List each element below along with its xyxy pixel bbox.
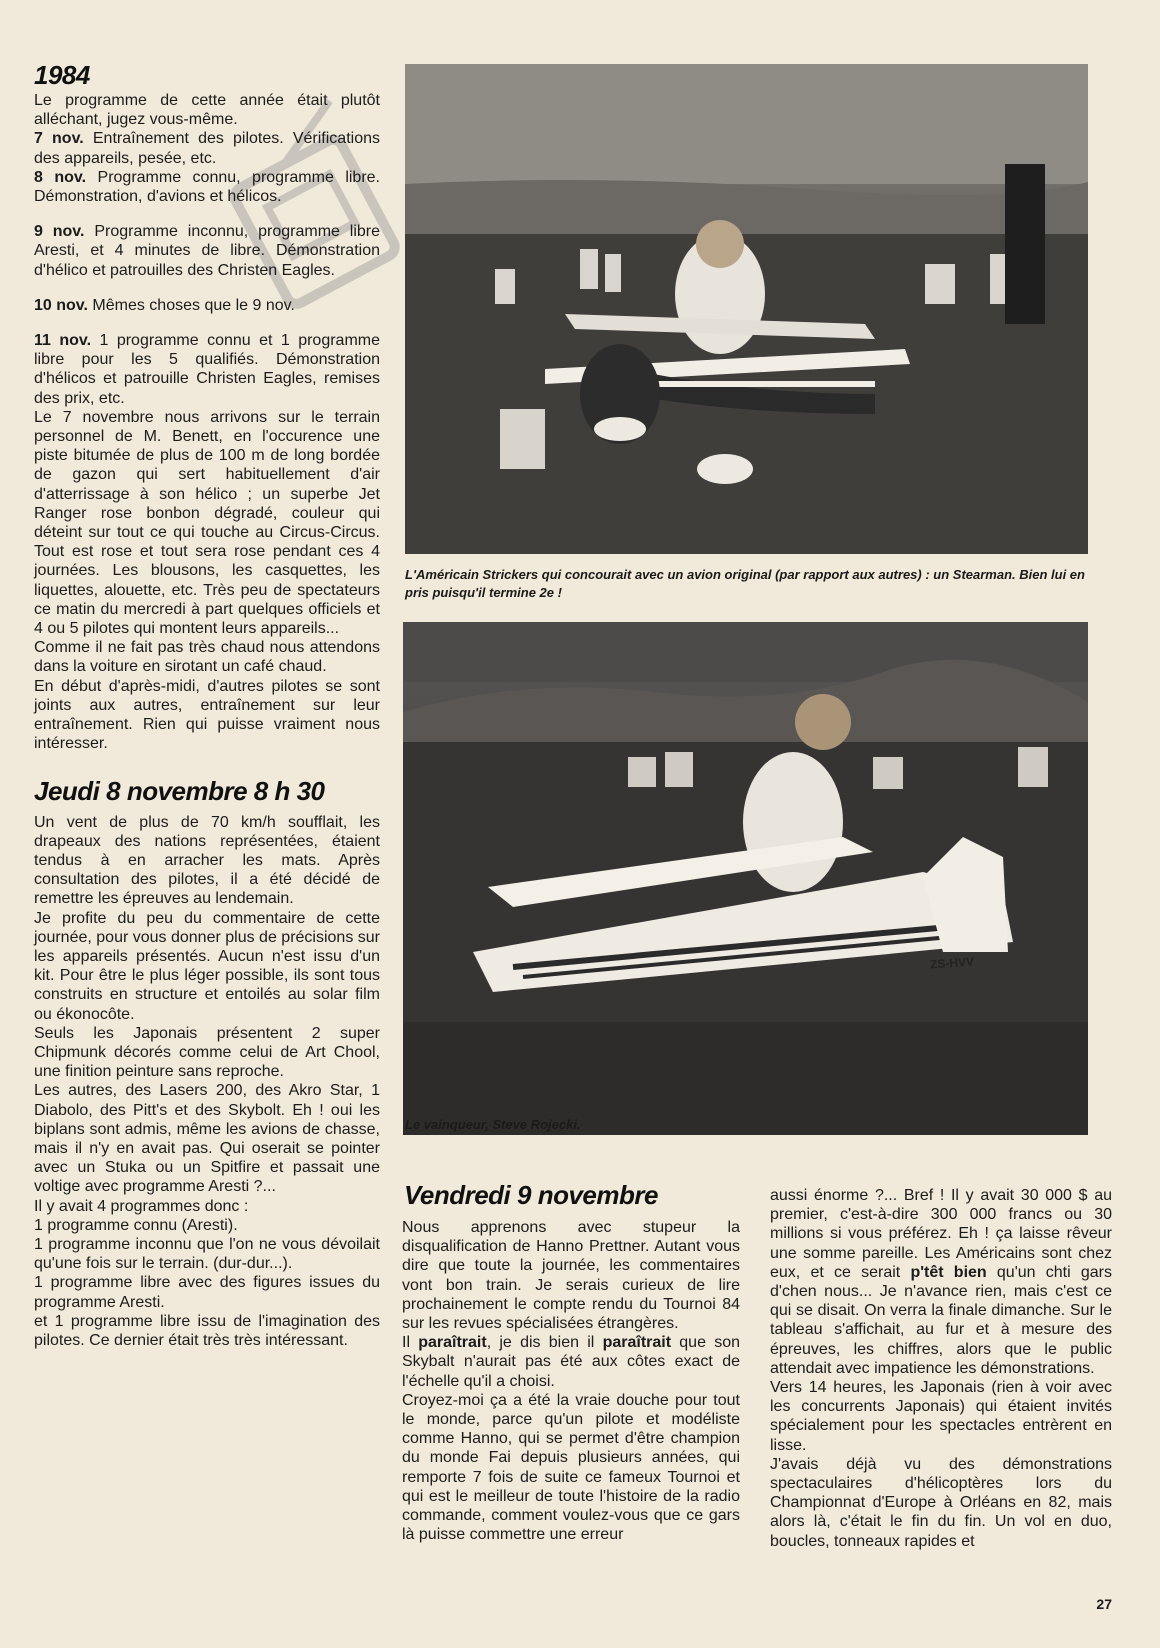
left-paragraph: 9 nov. Programme inconnu, programme libre Aresti, et 4 minutes de libre. Démonstration d'hélico et patrouilles des Christen Eagles. xyxy=(34,223,381,279)
date-label: 11 nov. xyxy=(34,332,92,350)
left-paragraph: 7 nov. Entraînement des pilotes. Vérifications des appareils, pesée, etc. xyxy=(34,130,381,167)
jeudi-paragraph: Les autres, des Lasers 200, des Akro Star, 1 Diabolo, des Pitt's et des Skybolt. Eh ! oui les biplans sont admis, même les avions de chasse, mais il n'y en avait pas. Qui oserait se pointer avec un Stuka ou un Spitfire et passait une voltige avec programme Aresti ?... xyxy=(34,1082,380,1196)
heading-vendredi: Vendredi 9 novembre xyxy=(404,1180,658,1210)
vendredi-paragraph: Croyez-moi ça a été la vraie douche pour tout le monde, parce qu'un pilote et modéliste comme Hanno, qui se permet d'être champion du monde Fai depuis plusieurs années, qui remporte 7 fois de suite ce fameux Tournoi et qui est le meilleur de toute l'histoire de la radio commande, comment voulez-vous que ce gars là puisse commettre une erreur xyxy=(402,1391,740,1544)
caption-photo-1: L'Américain Strickers qui concourait avec un avion original (par rapport aux autres) : un Stearman. Bien lui en pris puisqu'il termine 2e ! xyxy=(405,567,1085,600)
left-paragraph: Comme il ne fait pas très chaud nous attendons dans la voiture en sirotant un café chaud. xyxy=(34,639,380,676)
jeudi-paragraph: Seuls les Japonais présentent 2 super Chipmunk décorés comme celui de Art Chool, une finition peinture sans reproche. xyxy=(34,1024,380,1081)
left-paragraph: 8 nov. Programme connu, programme libre. Démonstration, d'avions et hélicos. xyxy=(34,168,380,206)
left-paragraph: 10 nov. Mêmes choses que le 9 nov. xyxy=(34,296,295,314)
photo-winner xyxy=(403,622,1088,1135)
jeudi-paragraph: Un vent de plus de 70 km/h soufflait, les drapeaux des nations représentées, étaient tendus à en arracher les mats. Après consultation des pilotes, il a été décidé de remettre les épreuves au lendemain. xyxy=(34,813,380,908)
jeudi-paragraphs xyxy=(34,813,380,1351)
plane-registration: ZS-HVV xyxy=(929,954,975,972)
left-paragraph: Le programme de cette année était plutôt alléchant, jugez vous-même. xyxy=(34,92,380,129)
left-paragraph: En début d'après-midi, d'autres pilotes se sont joints aux autres, entraînement sur leur entraînement. Rien qui puisse vraiment nous intéresser. xyxy=(34,677,380,753)
photo-stearman xyxy=(405,64,1088,554)
right-paragraphs xyxy=(770,1186,1112,1551)
caption-photo-2: Le vainqueur, Steve Rojecki. xyxy=(405,1117,581,1132)
jeudi-paragraph: 1 programme inconnu que l'on ne vous dévoilait qu'une fois sur le terrain. (dur-dur...). xyxy=(34,1235,380,1273)
right-paragraph: aussi énorme ?... Bref ! Il y avait 30 000 $ au premier, c'est-à-dire 300 000 francs ou 30 millions si vous préférez. Eh ! ça laisse rêveur une somme pareille. Les Américains sont chez eux, et ce serait p'têt bien qu'un chti gars d'chen nous... Je n'avance rien, mais c'est ce qui se disait. On verra la finale dimanche. Sur le tableau s'affichait, au fur et à mesure des épreuves, les chiffres, alors que le public attendait avec impatience les démonstrations. xyxy=(770,1187,1112,1377)
date-label: 9 nov. xyxy=(34,223,85,241)
vendredi-paragraph: Il paraîtrait, je dis bien il paraîtrait que son Skybalt n'aurait pas été aux côtes exact de l'échelle qu'il a choisi. xyxy=(402,1334,740,1390)
page-number: 27 xyxy=(1096,1596,1112,1612)
left-paragraphs xyxy=(34,91,380,754)
middle-paragraphs xyxy=(402,1218,740,1544)
right-paragraph: Vers 14 heures, les Japonais (rien à voir avec les concurrents Japonais) qui étaient invités spécialement pour les spectacles entrèrent en lisse. xyxy=(770,1379,1112,1454)
jeudi-paragraph: 1 programme connu (Aresti). xyxy=(34,1216,238,1234)
jeudi-paragraph: et 1 programme libre issu de l'imagination des pilotes. Ce dernier était très très intéressant. xyxy=(34,1312,380,1349)
jeudi-paragraph: 1 programme libre avec des figures issues du programme Aresti. xyxy=(34,1274,380,1311)
left-column xyxy=(34,60,380,1350)
vendredi-paragraph: Nous apprenons avec stupeur la disqualification de Hanno Prettner. Autant vous dire que toute la journée, les commentaires vont bon train. Je serais curieux de lire prochainement le compte rendu du Tournoi 84 sur les revues spécialisées étrangères. xyxy=(402,1219,740,1333)
right-paragraph: J'avais déjà vu des démonstrations spectaculaires d'hélicoptères lors du Championnat d'Europe à Orléans en 82, mais alors là, c'était le fin du fin. Un vol en duo, boucles, tonneaux rapides et xyxy=(770,1455,1112,1550)
jeudi-paragraph: Il y avait 4 programmes donc : xyxy=(34,1197,249,1215)
heading-1984: 1984 xyxy=(34,60,90,90)
date-label: 8 nov. xyxy=(34,168,87,186)
photo-stearman-image xyxy=(405,64,1088,554)
middle-column xyxy=(402,1218,740,1544)
photo-winner-image xyxy=(403,622,1088,1135)
date-label: 7 nov. xyxy=(34,130,84,148)
left-paragraph: 11 nov. 1 programme connu et 1 programme libre pour les 5 qualifiés. Démonstration d'hélicos et patrouille Christen Eagles, remises des prix, etc. xyxy=(34,332,381,407)
date-label: 10 nov. xyxy=(34,296,88,314)
left-paragraph: Le 7 novembre nous arrivons sur le terrain personnel de M. Benett, en l'occurence une piste bitumée de plus de 100 m de long bordée de gazon qui sert habituellement d'air d'atterrissage à son hélico ; un superbe Jet Ranger rose bonbon dégradé, couleur qui déteint sur tout ce qui touche au Circus-Circus. Tout est rose et tout sera rose pendant ces 4 journées. Les blousons, les casquettes, les liquettes, alouette, etc. Très peu de spectateurs ce matin du mercredi à part quelques officiels et 4 ou 5 pilotes qui montent leurs appareils... xyxy=(34,408,380,638)
right-column xyxy=(770,1186,1112,1551)
heading-jeudi: Jeudi 8 novembre 8 h 30 xyxy=(34,775,325,806)
jeudi-paragraph: Je profite du peu du commentaire de cette journée, pour vous donner plus de précisions sur les appareils présentés. Aucun n'est issu d'un kit. Pour être le plus léger possible, ils sont tous construits en structure et entoilés au solar film ou ékonocôte. xyxy=(34,909,380,1023)
